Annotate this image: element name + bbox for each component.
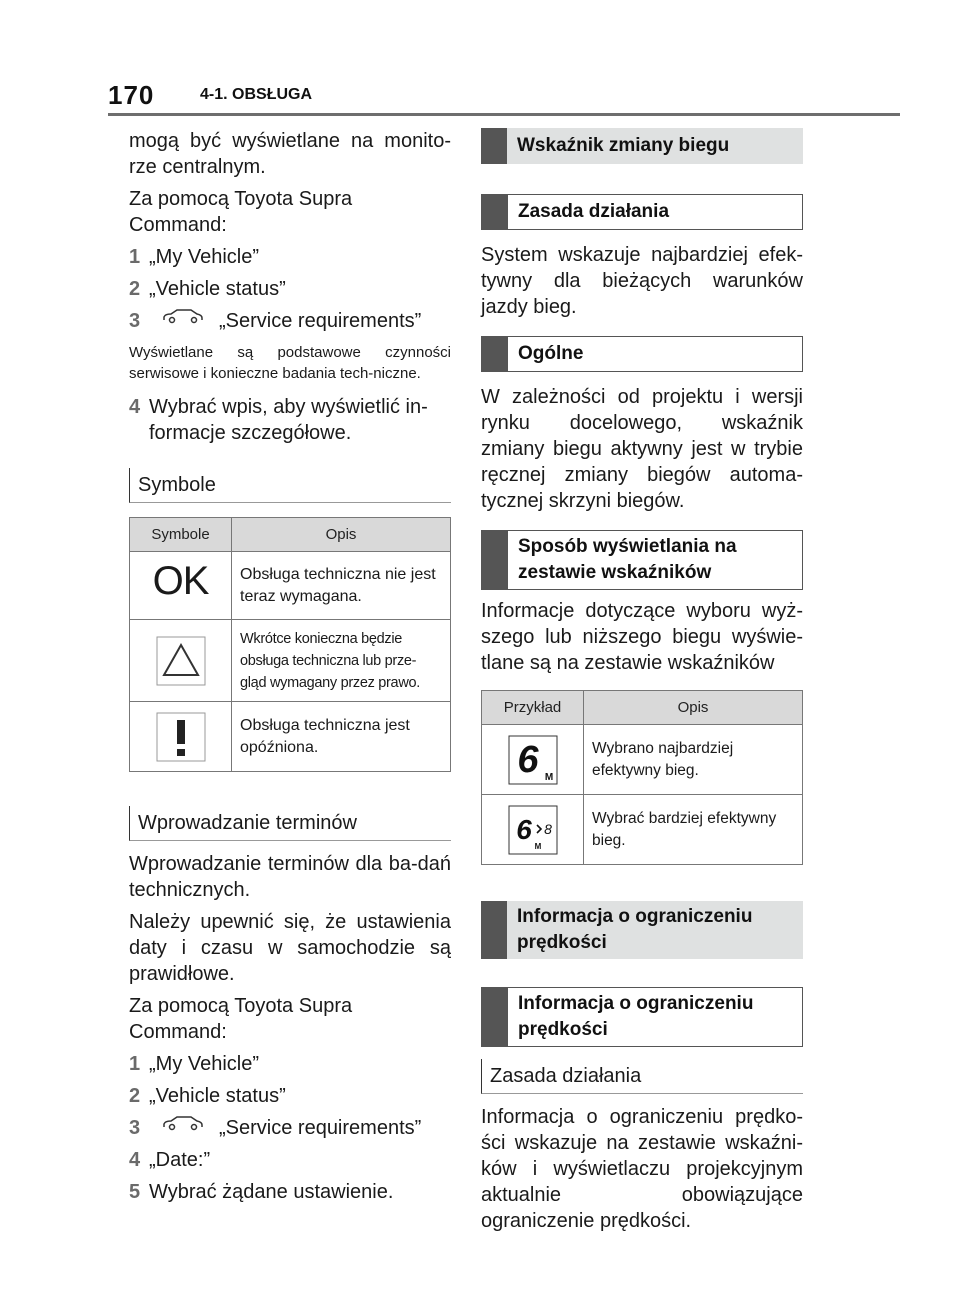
- gear-symbol-cell: [482, 795, 584, 865]
- step-item: [129, 1083, 451, 1109]
- step-text: „Service requirements”: [219, 1117, 422, 1139]
- description-cell: Wybrać bardziej efektywny bieg.: [584, 795, 803, 865]
- step-text: „Vehicle status”: [149, 278, 286, 300]
- paragraph: Informacje dotyczące wyboru wyż-szego lub niższego biegu wyświe-tlane są na zestawie wskaźników: [481, 600, 803, 674]
- paragraph: mogą być wyświetlane na monito-rze centralnym.: [129, 130, 451, 178]
- section-title: Wskaźnik zmiany biegu: [517, 135, 730, 156]
- right-column: [481, 128, 803, 1234]
- paragraph: Za pomocą Toyota Supra Command:: [129, 188, 353, 236]
- step-text: „My Vehicle”: [149, 246, 260, 268]
- gear-number: 6: [516, 738, 539, 781]
- table-row: [482, 725, 803, 795]
- gear-number: 6: [515, 813, 532, 845]
- paragraph: Wprowadzanie terminów dla ba-dań technicznych.: [129, 853, 451, 901]
- ok-icon: OK: [152, 559, 209, 603]
- section-title: Informacja o ograniczeniu prędkości: [517, 906, 753, 953]
- step-item: [129, 244, 451, 270]
- terminy-heading: Wprowadzanie terminów: [129, 806, 451, 841]
- step-number: 5: [129, 1181, 141, 1203]
- description-cell: Obsługa techniczna jest opóźniona.: [232, 702, 451, 772]
- section-header: [481, 901, 803, 959]
- subsection-title: Informacja o ograniczeniu prędkości: [518, 993, 754, 1040]
- step-item: [129, 1147, 451, 1173]
- zasada-heading: Zasada działania: [481, 1059, 803, 1094]
- step-text: Wybrać wpis, aby wyświetlić in-formacje szczegółowe.: [149, 396, 428, 444]
- step-number: 1: [129, 246, 141, 268]
- step-number: 4: [129, 396, 141, 418]
- paragraph: Za pomocą Toyota Supra Command:: [129, 995, 353, 1043]
- symbole-heading: Symbole: [129, 468, 451, 503]
- step-item: [129, 394, 451, 446]
- step-item: [129, 1115, 451, 1141]
- column-header: Symbole: [130, 518, 232, 552]
- header-bar: [481, 901, 507, 959]
- step-text: „My Vehicle”: [149, 1053, 260, 1075]
- step-number: 4: [129, 1149, 141, 1171]
- subsection-header: [481, 987, 803, 1047]
- step-number: 2: [129, 278, 141, 300]
- subsection-header: [481, 530, 803, 590]
- symbol-table: [129, 517, 451, 772]
- column-header: Opis: [232, 518, 451, 552]
- table-row: [482, 795, 803, 865]
- steps-list: [129, 1051, 451, 1205]
- chapter-title: 4-1. OBSŁUGA: [200, 86, 313, 103]
- target-gear: 8: [543, 820, 552, 837]
- exclamation-icon: [156, 712, 206, 762]
- table-row: [130, 552, 451, 620]
- step-number: 3: [129, 1117, 141, 1139]
- paragraph: System wskazuje najbardziej efek-tywny dla bieżących warunków jazdy bieg.: [481, 244, 803, 318]
- step-item: [129, 1179, 451, 1205]
- header-bar: [482, 531, 508, 589]
- table-row: [130, 702, 451, 772]
- header-bar: [482, 195, 508, 229]
- table-header-row: [482, 691, 803, 725]
- header-bar: [481, 128, 507, 164]
- subsection-title: Ogólne: [518, 343, 584, 364]
- description-cell: Wkrótce konieczna będzie obsługa techniczna lub prze-gląd wymagany przez prawo.: [232, 620, 451, 702]
- page-number: 170: [108, 80, 155, 110]
- steps-list: [129, 244, 451, 334]
- paragraph: Należy upewnić się, że ustawienia daty i czasu w samochodzie są prawidłowe.: [129, 911, 451, 985]
- header-rule: [108, 113, 900, 116]
- step-text: „Service requirements”: [219, 310, 422, 332]
- step-text: Wybrać żądane ustawienie.: [149, 1181, 394, 1203]
- table-header-row: [130, 518, 451, 552]
- gear-6-to-8-icon: [508, 805, 558, 855]
- step-item: [129, 276, 451, 302]
- step-number: 2: [129, 1085, 141, 1107]
- subsection-title: Sposób wyświetlania na zestawie wskaźników: [518, 536, 737, 583]
- subsection-header: [481, 336, 803, 372]
- step-item: [129, 1051, 451, 1077]
- symbol-cell: [130, 702, 232, 772]
- step-number: 3: [129, 310, 141, 332]
- description-cell: Obsługa techniczna nie jest teraz wymagana.: [232, 552, 451, 620]
- gear-6-icon: [508, 735, 558, 785]
- section-header: [481, 128, 803, 164]
- car-icon: [161, 1115, 205, 1131]
- step-item: [129, 308, 451, 334]
- left-column: [129, 128, 451, 1205]
- header-bar: [482, 988, 508, 1046]
- step-text: „Vehicle status”: [149, 1085, 286, 1107]
- subsection-title: Zasada działania: [518, 201, 670, 222]
- column-header: Opis: [584, 691, 803, 725]
- description-cell: Wybrano najbardziej efektywny bieg.: [584, 725, 803, 795]
- gear-mode: M: [544, 771, 553, 783]
- step-text: „Date:”: [149, 1149, 211, 1171]
- symbol-cell: [130, 552, 232, 620]
- symbol-cell: [130, 620, 232, 702]
- subsection-header: [481, 194, 803, 230]
- column-header: Przykład: [482, 691, 584, 725]
- gear-symbol-cell: [482, 725, 584, 795]
- warning-triangle-icon: [156, 636, 206, 686]
- header-bar: [482, 337, 508, 371]
- gear-mode: M: [534, 841, 541, 851]
- step-number: 1: [129, 1053, 141, 1075]
- car-icon: [161, 308, 205, 324]
- gear-table: [481, 690, 803, 865]
- paragraph: W zależności od projektu i wersji rynku docelowego, wskaźnik zmiany biegu aktywny jest w trybie ręcznej zmiany biegów automa-tycznej skrzyni biegów.: [481, 386, 803, 512]
- note-text: Wyświetlane są podstawowe czynności serwisowe i konieczne badania tech-niczne.: [129, 344, 451, 382]
- paragraph: Informacja o ograniczeniu prędko-ści wskazuje na zestawie wskaźni-ków i wyświetlaczu projekcyjnym aktualnie obowiązujące ograniczenie prędkości.: [481, 1106, 803, 1232]
- table-row: [130, 620, 451, 702]
